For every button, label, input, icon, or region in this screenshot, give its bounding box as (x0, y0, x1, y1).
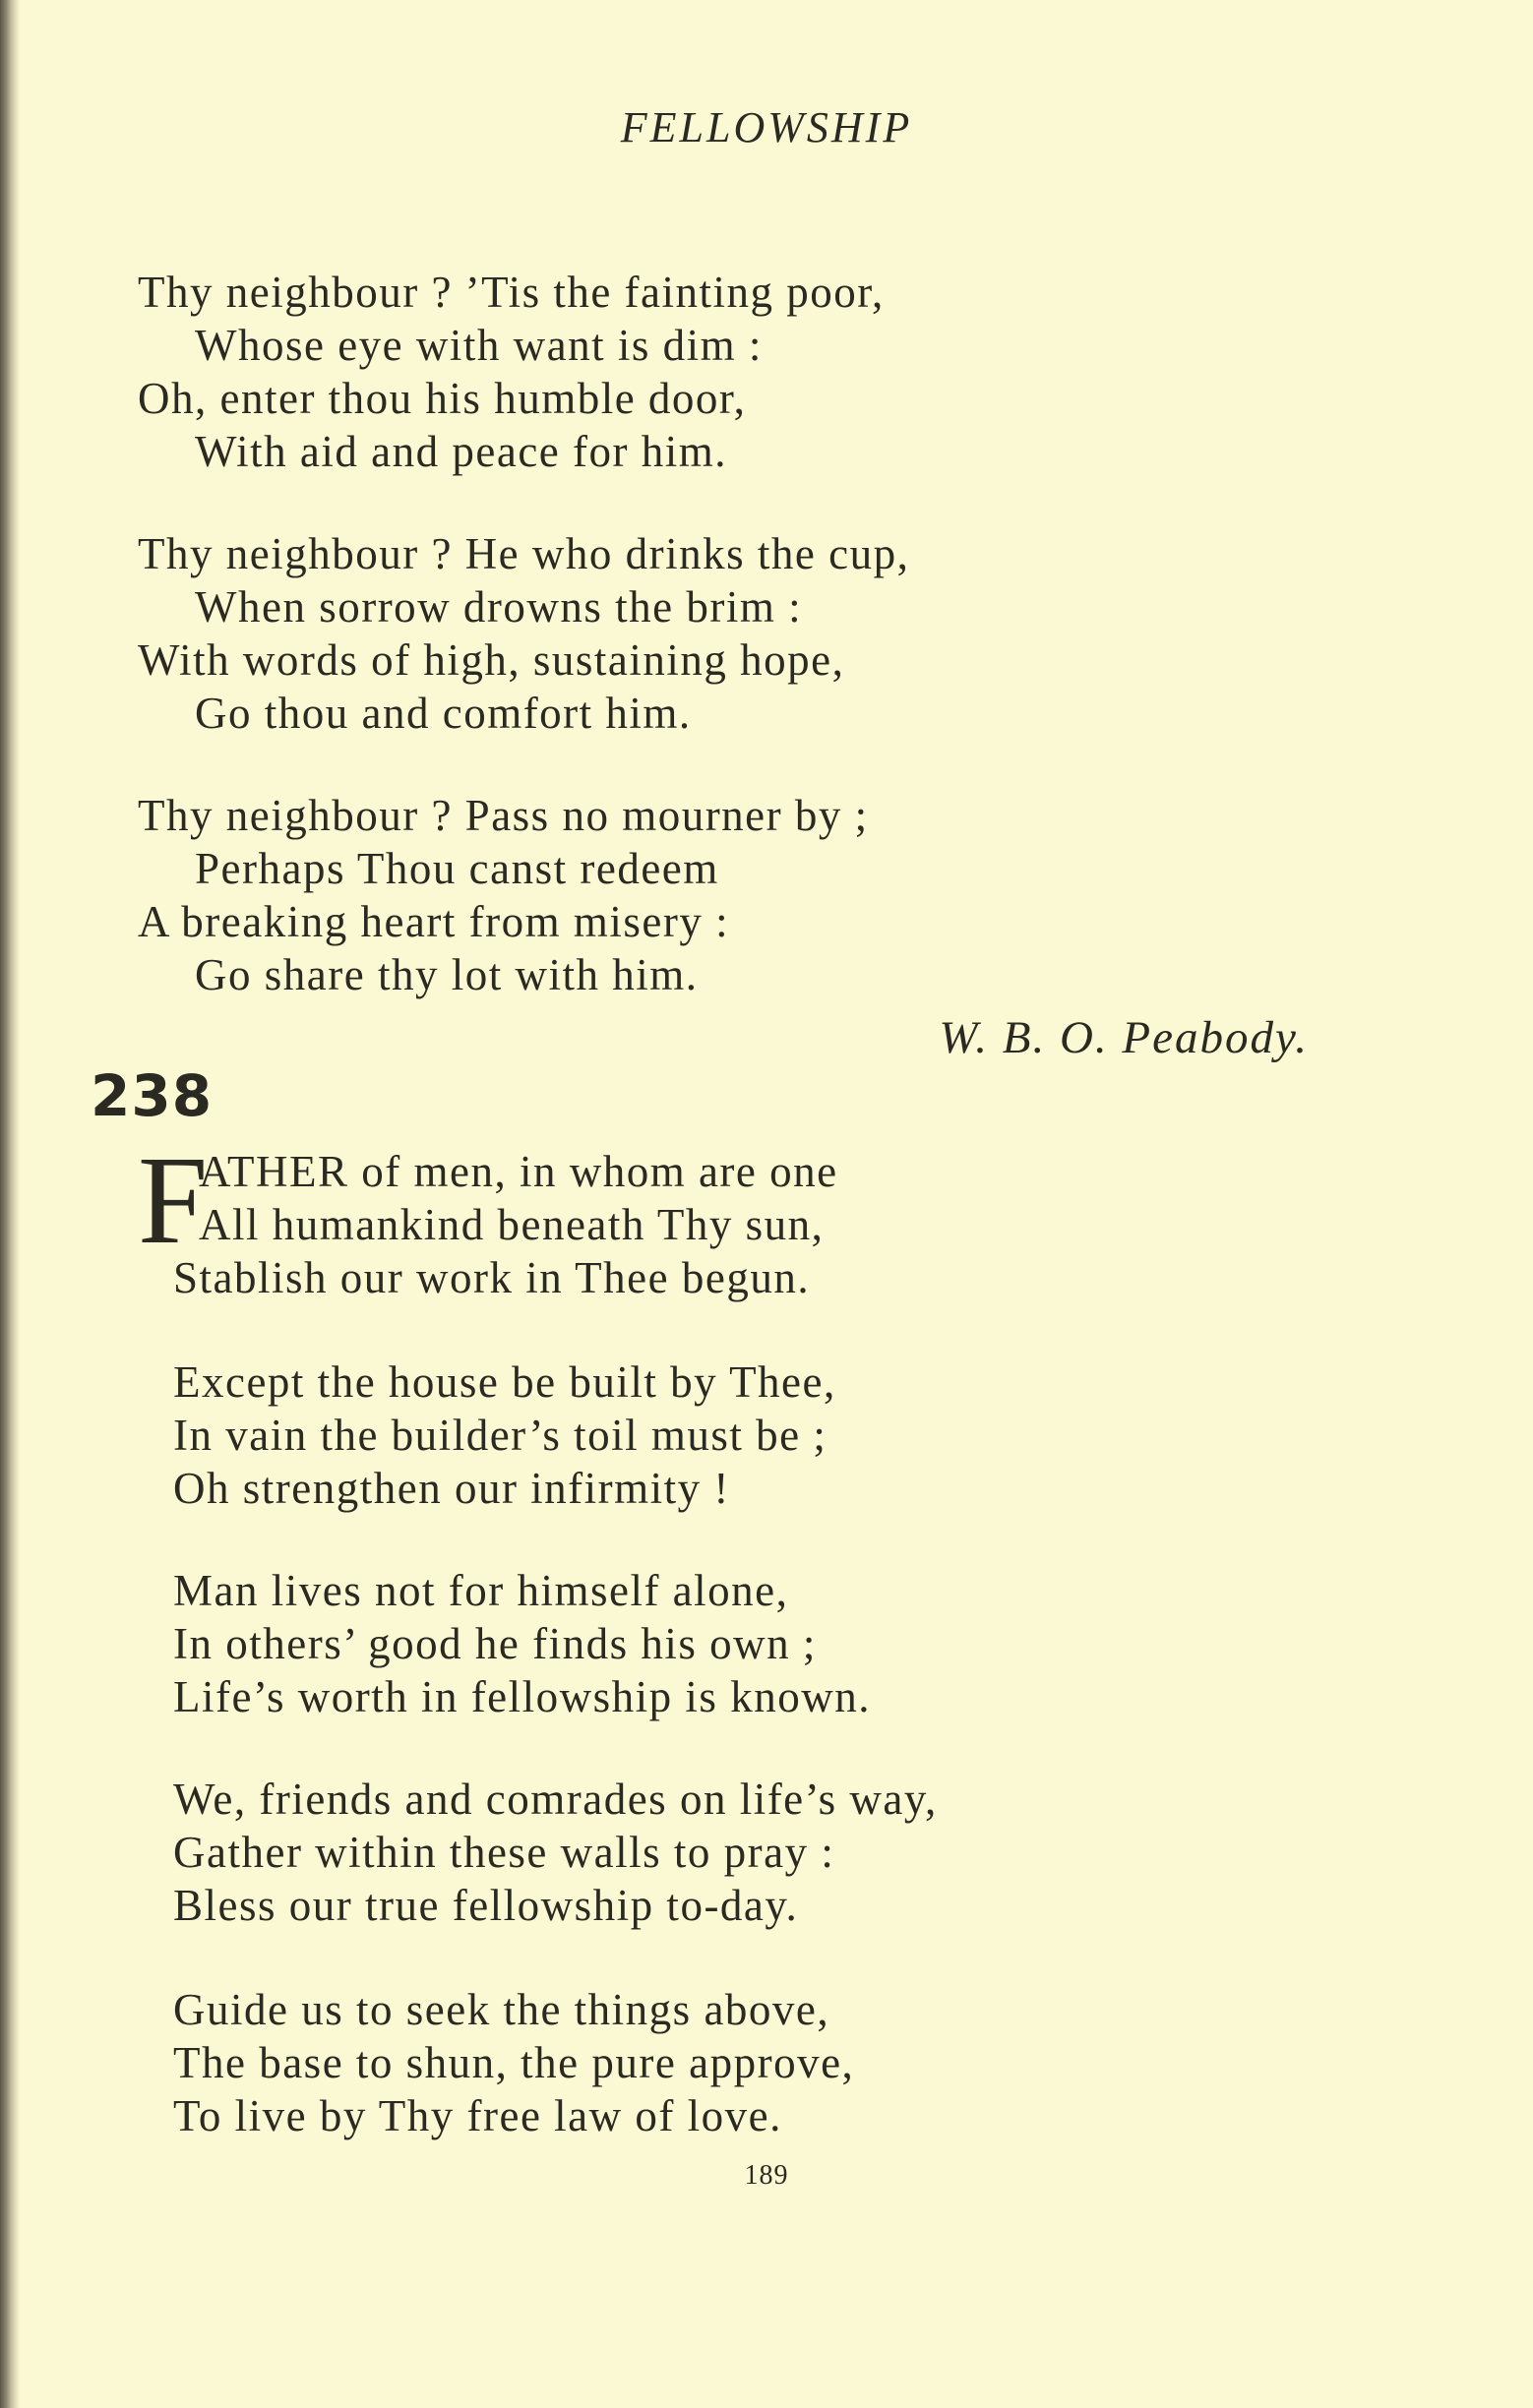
stanza (173, 1773, 938, 1932)
verse-line: ATHER of men, in whom are one (199, 1147, 838, 1196)
author-attribution: W. B. O. Peabody. (939, 1012, 1309, 1063)
verse-line: Gather within these walls to pray : (173, 1828, 835, 1877)
verse-line: Oh, enter thou his humble door, (138, 374, 747, 423)
stanza (173, 1355, 836, 1515)
verse-line: In vain the builder’s toil must be ; (173, 1411, 828, 1460)
verse-line: With words of high, sustaining hope, (138, 635, 845, 685)
verse-line: Oh strengthen our infirmity ! (173, 1464, 730, 1513)
drop-cap-letter: F (138, 1130, 210, 1270)
verse-line: Guide us to seek the things above, (173, 1985, 830, 2034)
verse-line: Thy neighbour ? ’Tis the fainting poor, (138, 268, 885, 317)
stanza (173, 1983, 854, 2142)
stanza (173, 1564, 871, 1723)
verse-line: Thy neighbour ? He who drinks the cup, (138, 529, 910, 578)
verse-line: Thy neighbour ? Pass no mourner by ; (138, 791, 869, 840)
verse-line: In others’ good he finds his own ; (173, 1619, 817, 1668)
verse-line: Stablish our work in Thee begun. (173, 1253, 811, 1302)
stanza-first (138, 1130, 838, 1304)
verse-line: A breaking heart from misery : (138, 897, 730, 946)
page-number: 189 (744, 2160, 789, 2191)
verse-line: Perhaps Thou canst redeem (195, 844, 719, 893)
verse-line: All humankind beneath Thy sun, (199, 1200, 825, 1249)
verse-line: Go thou and comfort him. (195, 689, 692, 738)
running-header: FELLOWSHIP (620, 103, 913, 151)
verse-line: Go share thy lot with him. (195, 950, 699, 999)
verse-line: The base to shun, the pure approve, (173, 2038, 855, 2087)
verse-line: Life’s worth in fellowship is known. (173, 1672, 871, 1721)
verse-line: We, friends and comrades on life’s way, (173, 1775, 938, 1824)
verse-line: Man lives not for himself alone, (173, 1566, 789, 1615)
verse-line: When sorrow drowns the brim : (195, 582, 803, 632)
verse-line: With aid and peace for him. (195, 427, 727, 476)
verse-line: Whose eye with want is dim : (195, 321, 763, 370)
verse-line: Bless our true fellowship to-day. (173, 1881, 799, 1930)
verse-line: Except the house be built by Thee, (173, 1357, 836, 1407)
stanza (138, 266, 885, 478)
stanza (138, 527, 909, 740)
stanza (138, 789, 869, 1001)
verse-line: To live by Thy free law of love. (173, 2091, 782, 2140)
page-binding-edge (0, 0, 20, 2408)
hymn-number: 238 (91, 1062, 214, 1129)
